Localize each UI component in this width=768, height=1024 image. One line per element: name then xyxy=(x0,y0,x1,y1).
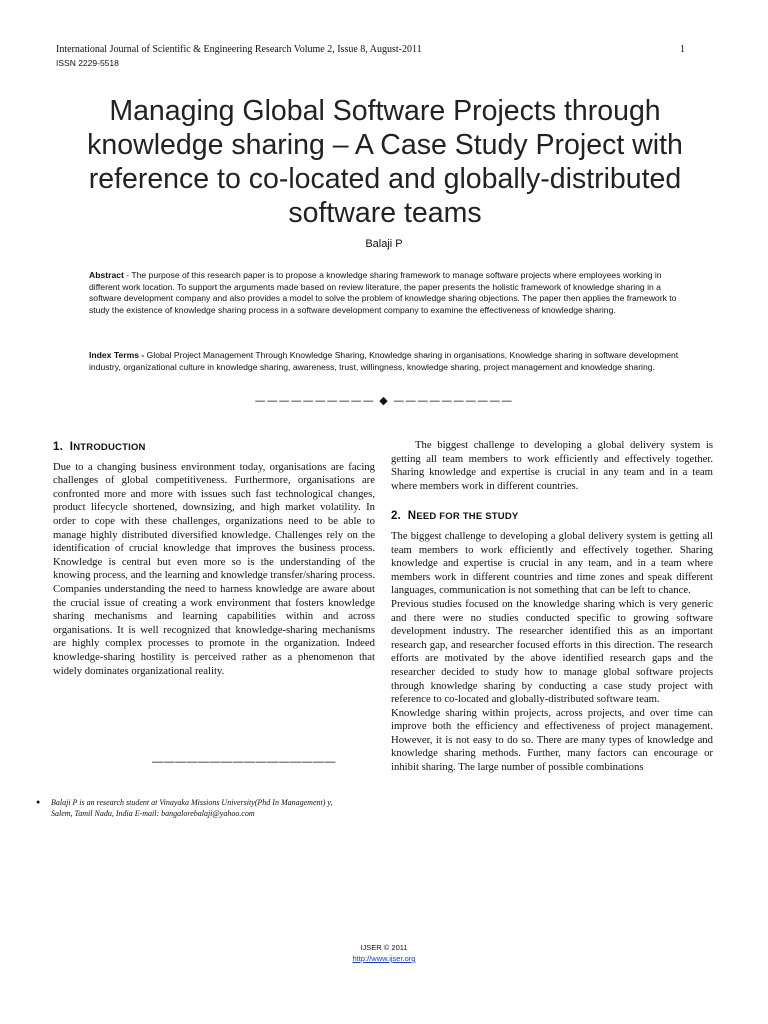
issn: ISSN 2229-5518 xyxy=(56,58,119,68)
index-terms-text: Global Project Management Through Knowledge Sharing, Knowledge sharing in organisations, Knowledge sharing in software development industry, organizational culture in knowledge sharing, awareness, trust, willingness, knowledge sharing, project management and knowledge sharing. xyxy=(89,350,679,372)
footnote-rule: ———————————————— xyxy=(152,756,336,768)
introduction-paragraph: Due to a changing business environment today, organisations are facing challenges of global competitiveness. Furthermore, organisations are confronted more and more with issues such fast technological changes, product lifecycle shortened, downsizing, and high market volatility. In order to cope with these challenges, organizations need to be able to manage highly distributed diversified knowledge. Challenges rely on the identification of crucial knowledge that improves the business process. Knowledge is central but even more so is the understanding of the knowing process, and the learning and knowledge transfer/sharing process. Companies understanding the need to harness knowledge are aware about the crucial issue of creating a work environment that fosters knowledge sharing mechanisms and learning capabilities within and across organisations. It is well recognized that knowledge-sharing mechanisms are highly complex processes to promote in the organization. Indeed knowledge-sharing hostility is perceived rather as a phenomenon that widely dominates organizational reality. xyxy=(53,460,375,677)
right-column xyxy=(391,439,713,775)
section-heading-introduction xyxy=(53,441,375,455)
paper-title: Managing Global Software Projects through knowledge sharing – A Case Study Project with reference to co-located and globally-distributed software teams xyxy=(87,95,683,229)
heading-initial: N xyxy=(407,510,417,523)
heading-rest: NTRODUCTION xyxy=(73,442,146,453)
abstract-text: - The purpose of this research paper is to propose a knowledge sharing framework to manage software projects where employees working in different work location. To support the arguments made based on review literature, the paper presents the holistic framework of knowledge sharing in a software development company and also provides a model to solve the problem of knowledge sharing objections. The paper then applies the framework to study the existence of knowledge sharing process in a software development company to examine the effectiveness of knowledge sharing. xyxy=(89,270,677,315)
page-number: 1 xyxy=(680,44,685,55)
section-number: 1. xyxy=(53,441,63,453)
need-paragraph-3: Knowledge sharing within projects, across projects, and over time can improve both the efficiency and effectiveness of project management. However, it is not easy to do so. There are many types of knowledge and knowledge sharing methods. Further, many factors can encourage or inhibit sharing. The large number of possible combinations xyxy=(391,706,713,774)
author-footnote xyxy=(36,797,336,819)
need-paragraph-2: Previous studies focused on the knowledge sharing which is very generic and there were no studies conducted specific to growing software development industry. The researcher identified this as an important research gap, and researcher focused efforts in this direction. The research efforts are motivated by the above identified research gaps and the researcher decided to study how to manage global software projects through knowledge sharing by conducting a case study project with reference to co-located and globally-distributed software team. xyxy=(391,597,713,706)
index-terms xyxy=(89,350,686,373)
index-terms-label: Index Terms - xyxy=(89,350,145,360)
journal-header: International Journal of Scientific & Engineering Research Volume 2, Issue 8, August-2011 xyxy=(56,44,422,55)
author-name: Balaji P xyxy=(365,238,403,250)
footer-url-link[interactable]: http://www.ijser.org xyxy=(352,954,416,963)
section-number: 2. xyxy=(391,510,401,523)
abstract-label: Abstract xyxy=(89,270,124,280)
footnote-text: Balaji P is an research student at Vinayaka Missions University(Phd In Management) y, Salem, Tamil Nadu, India E-mail: bangalorebalaji@yahoo.com xyxy=(51,798,333,818)
left-column xyxy=(53,441,375,678)
footer-copyright: IJSER © 2011 xyxy=(360,943,408,952)
need-paragraph-1: The biggest challenge to developing a global delivery system is getting all team members to work efficiently and effectively together. Sharing knowledge and expertise is crucial in any team, and in a team where members work in different countries and time zones and speak different languages, communication is not something that can be left to chance. xyxy=(391,529,713,597)
heading-rest: EED FOR THE STUDY xyxy=(416,511,519,523)
heading-initial: I xyxy=(69,441,74,453)
global-delivery-paragraph: The biggest challenge to developing a global delivery system is getting all team members to work efficiently and effectively together. Sharing knowledge and expertise is crucial in any team and in a team where members work in different countries. xyxy=(391,439,713,492)
section-divider: —————————— ◆ —————————— xyxy=(254,394,514,407)
bullet-icon: ● xyxy=(36,798,41,806)
abstract xyxy=(89,270,686,316)
section-heading-need-for-study xyxy=(391,510,713,524)
